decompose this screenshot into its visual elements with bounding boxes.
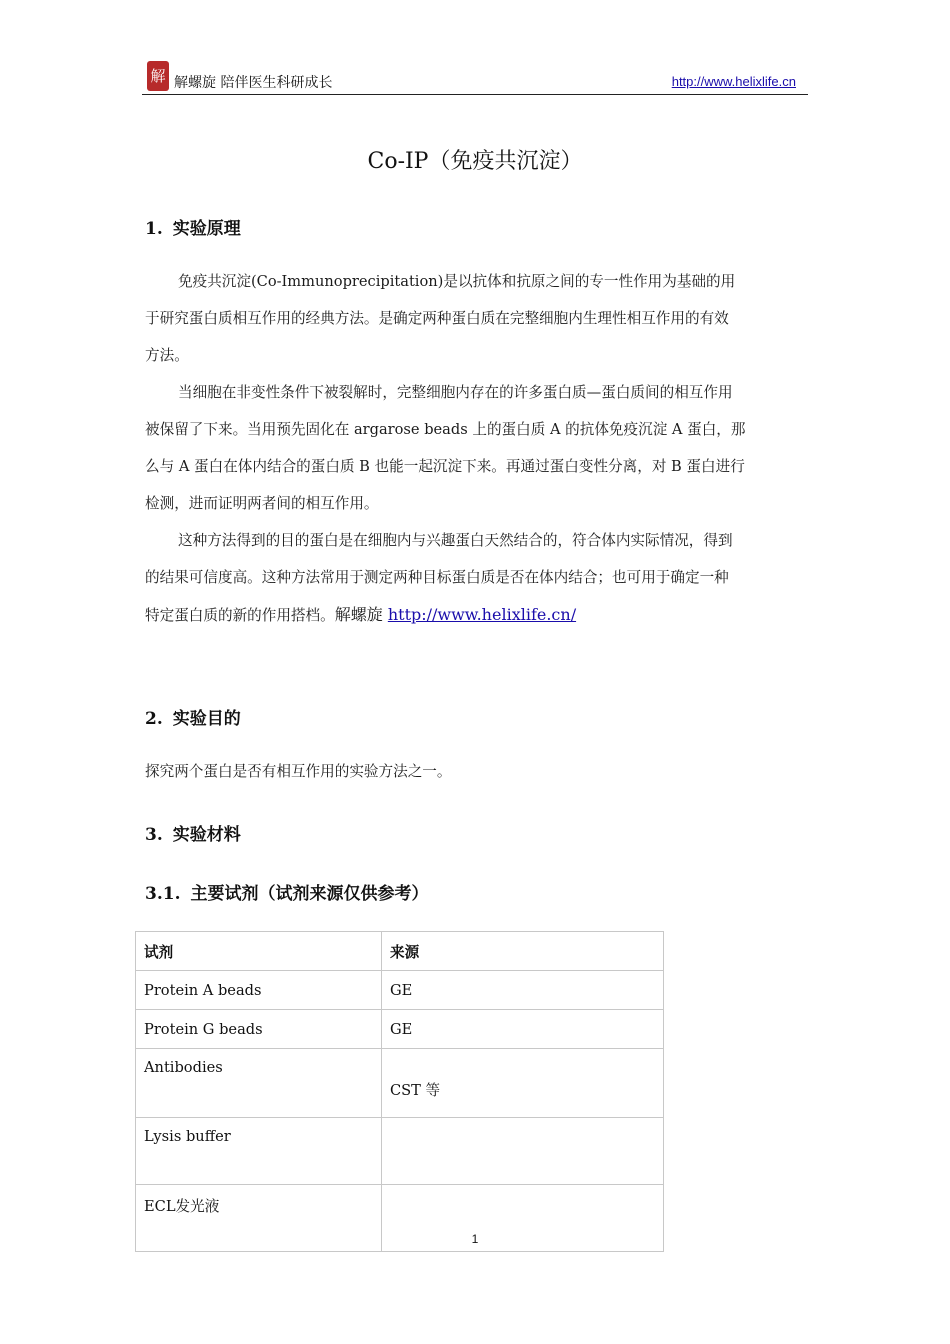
page-header	[142, 58, 808, 95]
section-3-number: 3.	[145, 825, 163, 845]
section-1-body	[145, 263, 745, 634]
table-header-source: 来源	[382, 932, 664, 971]
paragraph-line: 检测，进而证明两者间的相互作用。	[145, 495, 379, 512]
paragraph-line: 被保留了下来。当用预先固化在 argarose beads 上的蛋白质 A 的抗体免疫沉淀 A 蛋白，那	[145, 421, 746, 438]
reagents-table	[135, 931, 664, 1252]
section-3-1-heading	[145, 879, 429, 904]
paragraph-line: 方法。	[145, 347, 189, 364]
section-1-heading	[145, 214, 241, 239]
helixlife-link[interactable]: http://www.helixlife.cn/	[387, 605, 577, 624]
section-3-heading	[145, 820, 241, 845]
table-header-reagent: 试剂	[136, 932, 382, 971]
paragraph-line: 免疫共沉淀(Co-Immunoprecipitation)是以抗体和抗原之间的专一性作用为基础的用	[178, 273, 736, 290]
section-2-title: 实验目的	[172, 709, 241, 729]
helix-logo-icon	[146, 60, 170, 92]
section-2-body: 探究两个蛋白是否有相互作用的实验方法之一。	[145, 763, 452, 780]
table-row	[136, 1010, 664, 1049]
table-cell-reagent: Protein G beads	[136, 1010, 382, 1049]
section-3-title: 实验材料	[172, 825, 241, 845]
table-cell-reagent: Antibodies	[136, 1049, 382, 1118]
section-2-number: 2.	[145, 709, 163, 729]
table-cell-source	[382, 1118, 664, 1185]
inline-brand: 解螺旋	[334, 605, 388, 624]
table-row	[136, 1049, 664, 1118]
section-3-1-title: 主要试剂（试剂来源仅供参考）	[190, 884, 429, 904]
page-title: Co-IP（免疫共沉淀）	[367, 149, 583, 174]
table-cell-source: GE	[382, 971, 664, 1010]
paragraph-line-with-link	[145, 596, 745, 634]
paragraph-line: 的结果可信度高。这种方法常用于测定两种目标蛋白质是否在体内结合；也可用于确定一种	[145, 569, 729, 586]
table-header-row	[136, 932, 664, 971]
section-1-title: 实验原理	[172, 219, 241, 239]
table-cell-source: GE	[382, 1010, 664, 1049]
table-cell-source: CST 等	[382, 1049, 664, 1118]
table-row	[136, 1118, 664, 1185]
paragraph-line: 这种方法得到的目的蛋白是在细胞内与兴趣蛋白天然结合的，符合体内实际情况，得到	[178, 532, 733, 549]
header-brand: 解螺旋 陪伴医生科研成长	[174, 75, 333, 91]
table-cell-reagent: Protein A beads	[136, 971, 382, 1010]
table-cell-reagent: Lysis buffer	[136, 1118, 382, 1185]
page-number: 1	[471, 1232, 479, 1246]
table-cell-reagent: ECL发光液	[136, 1185, 382, 1252]
paragraph-line: 当细胞在非变性条件下被裂解时，完整细胞内存在的许多蛋白质—蛋白质间的相互作用	[178, 384, 733, 401]
svg-text:解: 解	[150, 67, 166, 85]
paragraph-line: 特定蛋白质的新的作用搭档。	[145, 607, 335, 624]
section-2-heading	[145, 704, 241, 729]
paragraph-line: 么与 A 蛋白在体内结合的蛋白质 B 也能一起沉淀下来。再通过蛋白变性分离，对 B 蛋白进行	[145, 458, 745, 475]
table-row	[136, 971, 664, 1010]
paragraph-line: 于研究蛋白质相互作用的经典方法。是确定两种蛋白质在完整细胞内生理性相互作用的有效	[145, 310, 729, 327]
header-url-link[interactable]: http://www.helixlife.cn	[671, 74, 796, 89]
section-1-number: 1.	[145, 219, 163, 239]
section-3-1-number: 3.1.	[145, 884, 181, 904]
